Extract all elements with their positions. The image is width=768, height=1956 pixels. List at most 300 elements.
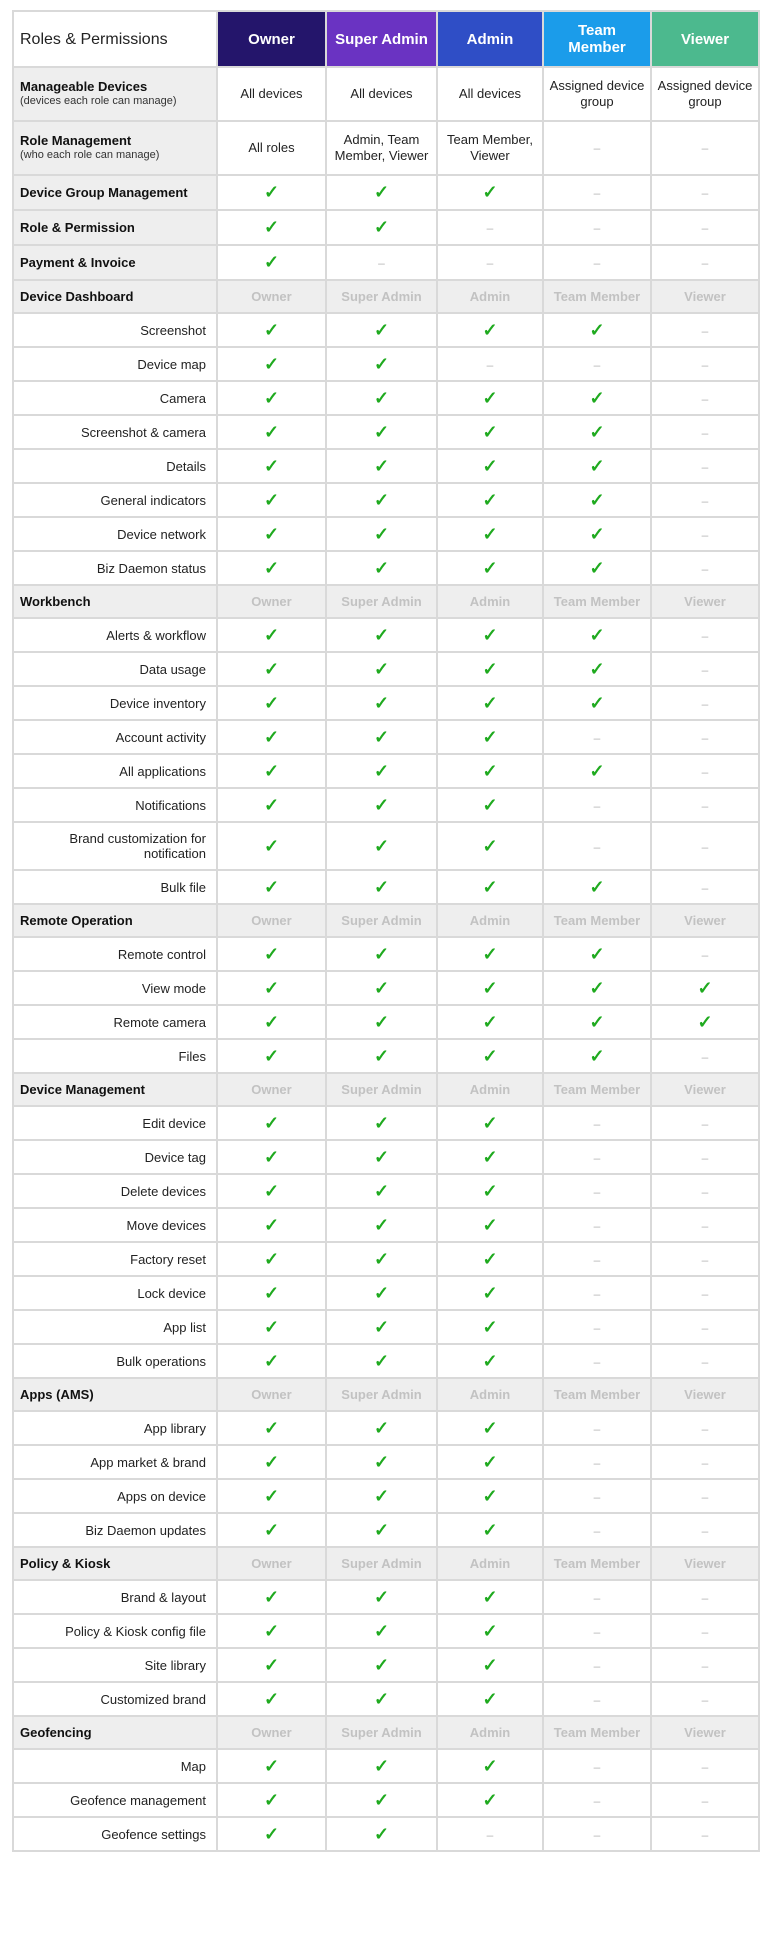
permission-allowed-owner	[217, 381, 326, 415]
section-role-label-owner: Owner	[217, 1378, 326, 1411]
check-icon: ✓	[373, 1789, 390, 1810]
permission-allowed-super-admin	[326, 971, 437, 1005]
dash-icon: –	[701, 1590, 709, 1605]
check-icon: ✓	[373, 1350, 390, 1371]
dash-icon: –	[701, 221, 709, 235]
permission-cell-owner: All roles	[217, 121, 326, 175]
dash-icon: –	[593, 1455, 601, 1470]
section-role-label-viewer: Viewer	[651, 1547, 759, 1580]
permission-allowed-super-admin	[326, 1749, 437, 1783]
feature-label: Edit device	[13, 1106, 217, 1140]
dash-icon: –	[593, 1523, 601, 1538]
dash-icon: –	[701, 459, 709, 474]
feature-row-data-usage	[13, 652, 759, 686]
permission-allowed-owner	[217, 1783, 326, 1817]
check-icon: ✓	[263, 692, 280, 713]
permission-denied-viewer	[651, 1513, 759, 1547]
permission-allowed-super-admin	[326, 1242, 437, 1276]
check-icon: ✓	[482, 455, 498, 476]
section-title: Policy & Kiosk	[13, 1547, 217, 1580]
permission-allowed-owner	[217, 1174, 326, 1208]
permission-denied-viewer	[651, 1242, 759, 1276]
category-row-payment-invoice	[13, 245, 759, 280]
feature-label: Brand & layout	[13, 1580, 217, 1614]
dash-icon: –	[378, 256, 385, 270]
check-icon: ✓	[482, 523, 498, 544]
check-icon: ✓	[263, 1282, 280, 1303]
permission-allowed-super-admin	[326, 381, 437, 415]
summary-row-role-management	[13, 121, 759, 175]
section-role-label-super-admin: Super Admin	[326, 280, 437, 313]
feature-label: Factory reset	[13, 1242, 217, 1276]
feature-label: Alerts & workflow	[13, 618, 217, 652]
permission-cell-viewer: –	[651, 121, 759, 175]
check-icon: ✓	[589, 455, 605, 476]
check-icon: ✓	[589, 319, 605, 340]
check-icon: ✓	[263, 1789, 280, 1810]
check-icon: ✓	[263, 387, 280, 408]
check-icon: ✓	[482, 557, 498, 578]
permission-allowed-super-admin	[326, 1005, 437, 1039]
section-role-label-admin: Admin	[437, 904, 543, 937]
feature-row-app-library	[13, 1411, 759, 1445]
section-role-label-owner: Owner	[217, 1547, 326, 1580]
check-icon: ✓	[263, 489, 280, 510]
permission-allowed-team-member	[543, 449, 651, 483]
permission-denied-viewer	[651, 1039, 759, 1073]
permission-denied-viewer	[651, 1344, 759, 1378]
dash-icon: –	[701, 1523, 709, 1538]
check-icon: ✓	[482, 624, 498, 645]
feature-row-customized-brand	[13, 1682, 759, 1716]
check-icon: ✓	[263, 794, 280, 815]
role-header-admin: Admin	[437, 11, 543, 67]
permission-allowed-admin	[437, 1242, 543, 1276]
dash-icon: –	[701, 798, 709, 813]
permission-denied-viewer	[651, 1411, 759, 1445]
check-icon: ✓	[589, 1045, 605, 1066]
permission-allowed-owner	[217, 788, 326, 822]
check-icon: ✓	[482, 943, 498, 964]
permission-allowed-owner	[217, 1344, 326, 1378]
permission-denied-viewer	[651, 175, 759, 210]
dash-icon: –	[593, 1759, 601, 1774]
permission-allowed-admin	[437, 1208, 543, 1242]
check-icon: ✓	[482, 319, 498, 340]
dash-icon: –	[486, 357, 494, 372]
permission-allowed-owner	[217, 1005, 326, 1039]
dash-icon: –	[701, 425, 709, 440]
check-icon: ✓	[589, 658, 605, 679]
feature-row-site-library	[13, 1648, 759, 1682]
permissions-sheet	[12, 10, 758, 1852]
section-role-label-admin: Admin	[437, 1378, 543, 1411]
permission-allowed-admin	[437, 720, 543, 754]
feature-row-screenshot	[13, 313, 759, 347]
check-icon: ✓	[263, 1316, 280, 1337]
check-icon: ✓	[697, 977, 713, 998]
permission-denied-viewer	[651, 449, 759, 483]
permission-allowed-owner	[217, 245, 326, 280]
dash-icon: –	[593, 1624, 601, 1639]
check-icon: ✓	[482, 692, 498, 713]
feature-label: View mode	[13, 971, 217, 1005]
check-icon: ✓	[263, 1620, 280, 1641]
feature-row-delete-devices	[13, 1174, 759, 1208]
permission-allowed-owner	[217, 551, 326, 585]
permission-allowed-team-member	[543, 313, 651, 347]
permission-allowed-super-admin	[326, 1411, 437, 1445]
check-icon: ✓	[589, 387, 605, 408]
feature-row-files	[13, 1039, 759, 1073]
permission-allowed-super-admin	[326, 720, 437, 754]
permission-allowed-admin	[437, 1513, 543, 1547]
permission-allowed-admin	[437, 1140, 543, 1174]
check-icon: ✓	[373, 726, 390, 747]
permission-allowed-admin	[437, 1580, 543, 1614]
permission-denied-viewer	[651, 1817, 759, 1851]
permission-allowed-team-member	[543, 870, 651, 904]
feature-label: Site library	[13, 1648, 217, 1682]
section-role-label-super-admin: Super Admin	[326, 904, 437, 937]
dash-icon: –	[486, 256, 494, 270]
permission-allowed-super-admin	[326, 313, 437, 347]
check-icon: ✓	[263, 182, 280, 202]
check-icon: ✓	[263, 1451, 280, 1472]
feature-row-device-map	[13, 347, 759, 381]
feature-row-move-devices	[13, 1208, 759, 1242]
dash-icon: –	[593, 1354, 601, 1369]
section-role-label-viewer: Viewer	[651, 1073, 759, 1106]
permission-allowed-super-admin	[326, 1039, 437, 1073]
category-label: Device Group Management	[13, 175, 217, 210]
category-label: Payment & Invoice	[13, 245, 217, 280]
permission-denied-viewer	[651, 1648, 759, 1682]
check-icon: ✓	[263, 943, 280, 964]
check-icon: ✓	[482, 1011, 498, 1032]
dash-icon: –	[593, 1252, 601, 1267]
dash-icon: –	[701, 1489, 709, 1504]
permission-denied-team-member	[543, 1479, 651, 1513]
dash-icon: –	[486, 1827, 494, 1842]
section-role-label-team-member: Team Member	[543, 280, 651, 313]
check-icon: ✓	[482, 1248, 498, 1269]
permission-denied-viewer	[651, 483, 759, 517]
check-icon: ✓	[589, 421, 605, 442]
check-icon: ✓	[373, 1146, 390, 1167]
check-icon: ✓	[373, 523, 390, 544]
permission-denied-team-member	[543, 1817, 651, 1851]
check-icon: ✓	[373, 1451, 390, 1472]
permission-denied-team-member	[543, 1344, 651, 1378]
section-title: Remote Operation	[13, 904, 217, 937]
check-icon: ✓	[482, 1451, 498, 1472]
check-icon: ✓	[482, 1045, 498, 1066]
feature-label: Map	[13, 1749, 217, 1783]
dash-icon: –	[701, 1286, 709, 1301]
feature-row-biz-daemon-updates	[13, 1513, 759, 1547]
permission-allowed-owner	[217, 1749, 326, 1783]
feature-row-geofence-management	[13, 1783, 759, 1817]
permission-allowed-team-member	[543, 517, 651, 551]
check-icon: ✓	[373, 1180, 390, 1201]
check-icon: ✓	[263, 557, 280, 578]
row-label-main: Manageable Devices	[20, 79, 148, 94]
section-title: Device Dashboard	[13, 280, 217, 313]
feature-label: Files	[13, 1039, 217, 1073]
check-icon: ✓	[373, 319, 390, 340]
check-icon: ✓	[263, 523, 280, 544]
row-label-main: Role Management	[20, 133, 132, 148]
permission-allowed-owner	[217, 618, 326, 652]
check-icon: ✓	[263, 876, 280, 897]
section-title: Workbench	[13, 585, 217, 618]
check-icon: ✓	[263, 1755, 280, 1776]
check-icon: ✓	[373, 1654, 390, 1675]
feature-label: Screenshot & camera	[13, 415, 217, 449]
section-role-label-super-admin: Super Admin	[326, 1547, 437, 1580]
permission-allowed-owner	[217, 483, 326, 517]
permission-denied-viewer	[651, 210, 759, 245]
permission-denied-viewer	[651, 1783, 759, 1817]
section-role-label-super-admin: Super Admin	[326, 585, 437, 618]
dash-icon: –	[701, 493, 709, 508]
section-role-label-team-member: Team Member	[543, 1073, 651, 1106]
permission-allowed-owner	[217, 1411, 326, 1445]
feature-label: App list	[13, 1310, 217, 1344]
permission-allowed-admin	[437, 1344, 543, 1378]
feature-label: General indicators	[13, 483, 217, 517]
permission-denied-viewer	[651, 686, 759, 720]
check-icon: ✓	[373, 1011, 390, 1032]
feature-label: Apps on device	[13, 1479, 217, 1513]
check-icon: ✓	[373, 835, 390, 856]
check-icon: ✓	[263, 1045, 280, 1066]
feature-label: Camera	[13, 381, 217, 415]
permission-denied-team-member	[543, 1411, 651, 1445]
check-icon: ✓	[373, 217, 390, 237]
row-label	[13, 121, 217, 175]
permission-denied-team-member	[543, 822, 651, 870]
dash-icon: –	[701, 880, 709, 895]
check-icon: ✓	[482, 1180, 498, 1201]
check-icon: ✓	[263, 455, 280, 476]
section-row-device-management	[13, 1073, 759, 1106]
section-row-geofencing	[13, 1716, 759, 1749]
dash-icon: –	[593, 1827, 601, 1842]
dash-icon: –	[701, 561, 709, 576]
permission-allowed-super-admin	[326, 175, 437, 210]
check-icon: ✓	[482, 1688, 498, 1709]
feature-label: Details	[13, 449, 217, 483]
feature-label: Remote control	[13, 937, 217, 971]
permission-allowed-admin	[437, 449, 543, 483]
permission-allowed-super-admin	[326, 788, 437, 822]
permission-allowed-super-admin	[326, 1580, 437, 1614]
check-icon: ✓	[482, 1755, 498, 1776]
permission-allowed-super-admin	[326, 1817, 437, 1851]
permission-allowed-super-admin	[326, 449, 437, 483]
check-icon: ✓	[373, 658, 390, 679]
permission-denied-viewer	[651, 1682, 759, 1716]
section-role-label-viewer: Viewer	[651, 585, 759, 618]
permission-denied-team-member	[543, 1783, 651, 1817]
feature-label: All applications	[13, 754, 217, 788]
permission-cell-super-admin: All devices	[326, 67, 437, 121]
permission-allowed-team-member	[543, 381, 651, 415]
permission-cell-admin: All devices	[437, 67, 543, 121]
dash-icon: –	[593, 1489, 601, 1504]
permission-allowed-admin	[437, 175, 543, 210]
header-row	[13, 11, 759, 67]
section-role-label-team-member: Team Member	[543, 1547, 651, 1580]
role-header-owner: Owner	[217, 11, 326, 67]
permission-allowed-super-admin	[326, 822, 437, 870]
permission-denied-viewer	[651, 1310, 759, 1344]
permission-allowed-admin	[437, 686, 543, 720]
permission-allowed-super-admin	[326, 1783, 437, 1817]
check-icon: ✓	[482, 760, 498, 781]
feature-label: Data usage	[13, 652, 217, 686]
feature-label: Biz Daemon updates	[13, 1513, 217, 1547]
check-icon: ✓	[482, 1316, 498, 1337]
permission-allowed-owner	[217, 1614, 326, 1648]
check-icon: ✓	[589, 489, 605, 510]
check-icon: ✓	[263, 1688, 280, 1709]
permission-denied-team-member	[543, 1580, 651, 1614]
permission-denied-team-member	[543, 788, 651, 822]
permission-allowed-owner	[217, 347, 326, 381]
feature-row-alerts-workflow	[13, 618, 759, 652]
check-icon: ✓	[373, 1485, 390, 1506]
permission-cell-owner: All devices	[217, 67, 326, 121]
permission-denied-super-admin	[326, 245, 437, 280]
section-row-apps-ams	[13, 1378, 759, 1411]
feature-label: Lock device	[13, 1276, 217, 1310]
permission-allowed-admin	[437, 1276, 543, 1310]
permission-allowed-team-member	[543, 1039, 651, 1073]
feature-label: Device tag	[13, 1140, 217, 1174]
permission-denied-team-member	[543, 1648, 651, 1682]
permission-denied-team-member	[543, 210, 651, 245]
check-icon: ✓	[482, 1620, 498, 1641]
check-icon: ✓	[373, 1620, 390, 1641]
dash-icon: –	[701, 1827, 709, 1842]
dash-icon: –	[701, 256, 709, 270]
permission-denied-viewer	[651, 652, 759, 686]
check-icon: ✓	[373, 876, 390, 897]
feature-label: App market & brand	[13, 1445, 217, 1479]
permission-denied-viewer	[651, 415, 759, 449]
feature-label: Device network	[13, 517, 217, 551]
check-icon: ✓	[482, 1485, 498, 1506]
permission-allowed-super-admin	[326, 1276, 437, 1310]
check-icon: ✓	[482, 1417, 498, 1438]
permission-denied-viewer	[651, 347, 759, 381]
feature-row-remote-camera	[13, 1005, 759, 1039]
feature-label: Device map	[13, 347, 217, 381]
permission-allowed-super-admin	[326, 1174, 437, 1208]
check-icon: ✓	[263, 835, 280, 856]
section-role-label-admin: Admin	[437, 280, 543, 313]
check-icon: ✓	[263, 726, 280, 747]
check-icon: ✓	[263, 1485, 280, 1506]
dash-icon: –	[593, 1793, 601, 1808]
permission-cell-viewer: Assigned device group	[651, 67, 759, 121]
permission-allowed-super-admin	[326, 1648, 437, 1682]
section-role-label-viewer: Viewer	[651, 1716, 759, 1749]
check-icon: ✓	[373, 1688, 390, 1709]
feature-row-geofence-settings	[13, 1817, 759, 1851]
check-icon: ✓	[263, 624, 280, 645]
section-role-label-admin: Admin	[437, 1716, 543, 1749]
role-header-viewer: Viewer	[651, 11, 759, 67]
dash-icon: –	[593, 256, 601, 270]
check-icon: ✓	[482, 1282, 498, 1303]
feature-label: Device inventory	[13, 686, 217, 720]
permission-denied-team-member	[543, 1174, 651, 1208]
row-label-sub: (devices each role can manage)	[20, 95, 177, 107]
permission-allowed-super-admin	[326, 1344, 437, 1378]
permission-allowed-super-admin	[326, 551, 437, 585]
check-icon: ✓	[373, 421, 390, 442]
permission-denied-team-member	[543, 1614, 651, 1648]
section-role-label-team-member: Team Member	[543, 1716, 651, 1749]
permission-allowed-admin	[437, 1106, 543, 1140]
permission-denied-team-member	[543, 1208, 651, 1242]
permissions-table	[12, 10, 760, 1852]
permission-denied-viewer	[651, 1276, 759, 1310]
permission-allowed-admin	[437, 313, 543, 347]
check-icon: ✓	[589, 557, 605, 578]
dash-icon: –	[701, 662, 709, 677]
permission-denied-viewer	[651, 788, 759, 822]
permission-allowed-admin	[437, 788, 543, 822]
section-title: Geofencing	[13, 1716, 217, 1749]
permission-denied-viewer	[651, 1614, 759, 1648]
check-icon: ✓	[373, 1755, 390, 1776]
feature-row-details	[13, 449, 759, 483]
permission-allowed-super-admin	[326, 1310, 437, 1344]
check-icon: ✓	[589, 523, 605, 544]
check-icon: ✓	[263, 1654, 280, 1675]
feature-row-view-mode	[13, 971, 759, 1005]
feature-row-general-indicators	[13, 483, 759, 517]
permission-allowed-viewer	[651, 1005, 759, 1039]
feature-row-app-market-brand	[13, 1445, 759, 1479]
feature-label: Customized brand	[13, 1682, 217, 1716]
permission-denied-team-member	[543, 347, 651, 381]
section-role-label-owner: Owner	[217, 1716, 326, 1749]
dash-icon: –	[593, 1150, 601, 1165]
section-role-label-viewer: Viewer	[651, 1378, 759, 1411]
permission-allowed-super-admin	[326, 415, 437, 449]
check-icon: ✓	[373, 794, 390, 815]
feature-label: Notifications	[13, 788, 217, 822]
dash-icon: –	[701, 1184, 709, 1199]
permission-allowed-super-admin	[326, 652, 437, 686]
dash-icon: –	[701, 1150, 709, 1165]
check-icon: ✓	[373, 624, 390, 645]
check-icon: ✓	[373, 1823, 390, 1844]
check-icon: ✓	[263, 977, 280, 998]
dash-icon: –	[593, 730, 601, 745]
permission-denied-team-member	[543, 1749, 651, 1783]
permission-allowed-owner	[217, 517, 326, 551]
dash-icon: –	[701, 1049, 709, 1064]
row-label-sub: (who each role can manage)	[20, 149, 160, 161]
check-icon: ✓	[373, 1214, 390, 1235]
